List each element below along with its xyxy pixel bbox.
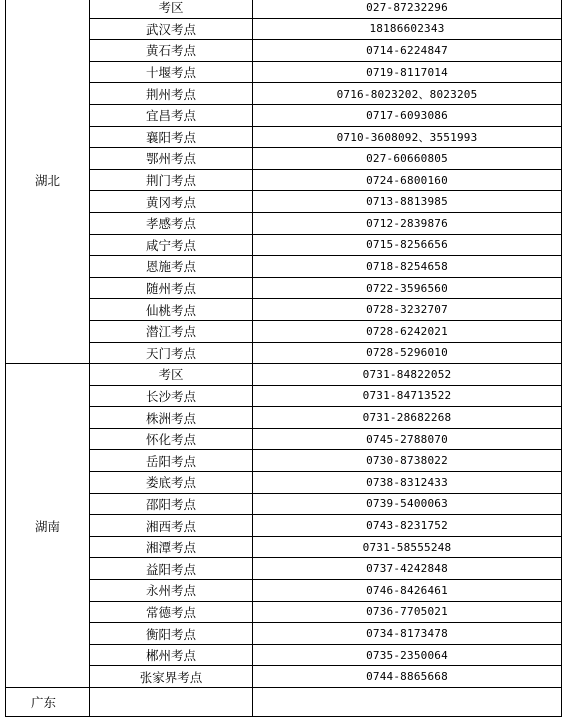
table-row bbox=[6, 61, 562, 83]
exam-site-cell: 恩施考点 bbox=[90, 256, 253, 278]
phone-cell: 0731-28682268 bbox=[253, 407, 562, 429]
exam-site-cell: 常德考点 bbox=[90, 601, 253, 623]
exam-site-cell: 武汉考点 bbox=[90, 18, 253, 40]
table-row bbox=[6, 234, 562, 256]
exam-site-cell: 仙桃考点 bbox=[90, 299, 253, 321]
exam-site-cell: 岳阳考点 bbox=[90, 450, 253, 472]
phone-cell: 0712-2839876 bbox=[253, 212, 562, 234]
exam-site-cell: 株洲考点 bbox=[90, 407, 253, 429]
table-row bbox=[6, 385, 562, 407]
exam-site-cell: 宜昌考点 bbox=[90, 104, 253, 126]
table-row bbox=[6, 666, 562, 688]
table-row bbox=[6, 191, 562, 213]
phone-cell: 0744-8865668 bbox=[253, 666, 562, 688]
phone-cell: 0730-8738022 bbox=[253, 450, 562, 472]
phone-cell: 0731-84713522 bbox=[253, 385, 562, 407]
phone-cell: 0743-8231752 bbox=[253, 515, 562, 537]
table-row bbox=[6, 299, 562, 321]
table-row bbox=[6, 0, 562, 18]
exam-site-cell: 黄石考点 bbox=[90, 40, 253, 62]
phone-cell: 0734-8173478 bbox=[253, 623, 562, 645]
table-row bbox=[6, 320, 562, 342]
phone-cell: 0716-8023202、8023205 bbox=[253, 83, 562, 105]
table-row bbox=[6, 148, 562, 170]
phone-cell: 0719-8117014 bbox=[253, 61, 562, 83]
table-row bbox=[6, 601, 562, 623]
phone-cell: 0728-3232707 bbox=[253, 299, 562, 321]
phone-cell: 0728-5296010 bbox=[253, 342, 562, 364]
table-row bbox=[6, 493, 562, 515]
phone-cell bbox=[253, 688, 562, 717]
exam-site-cell: 长沙考点 bbox=[90, 385, 253, 407]
table-body bbox=[6, 0, 562, 717]
phone-cell: 0745-2788070 bbox=[253, 428, 562, 450]
phone-cell: 0735-2350064 bbox=[253, 644, 562, 666]
table-row bbox=[6, 342, 562, 364]
table-row bbox=[6, 558, 562, 580]
table-row bbox=[6, 515, 562, 537]
phone-cell: 0722-3596560 bbox=[253, 277, 562, 299]
exam-site-cell: 怀化考点 bbox=[90, 428, 253, 450]
phone-cell: 0718-8254658 bbox=[253, 256, 562, 278]
exam-site-cell: 张家界考点 bbox=[90, 666, 253, 688]
table-row bbox=[6, 104, 562, 126]
phone-cell: 027-60660805 bbox=[253, 148, 562, 170]
phone-cell: 18186602343 bbox=[253, 18, 562, 40]
table-row bbox=[6, 169, 562, 191]
exam-site-cell: 十堰考点 bbox=[90, 61, 253, 83]
exam-site-cell: 湘潭考点 bbox=[90, 536, 253, 558]
exam-site-cell: 天门考点 bbox=[90, 342, 253, 364]
phone-cell: 0728-6242021 bbox=[253, 320, 562, 342]
phone-cell: 0724-6800160 bbox=[253, 169, 562, 191]
exam-site-cell: 考区 bbox=[90, 0, 253, 18]
phone-cell: 0710-3608092、3551993 bbox=[253, 126, 562, 148]
table-row bbox=[6, 40, 562, 62]
phone-cell: 0717-6093086 bbox=[253, 104, 562, 126]
exam-site-cell: 襄阳考点 bbox=[90, 126, 253, 148]
table-row bbox=[6, 472, 562, 494]
phone-cell: 0746-8426461 bbox=[253, 580, 562, 602]
table-row bbox=[6, 212, 562, 234]
phone-cell: 0739-5400063 bbox=[253, 493, 562, 515]
exam-site-cell: 郴州考点 bbox=[90, 644, 253, 666]
exam-site-cell: 湘西考点 bbox=[90, 515, 253, 537]
province-cell: 湖北 bbox=[6, 0, 90, 364]
phone-cell: 0737-4242848 bbox=[253, 558, 562, 580]
table-row bbox=[6, 644, 562, 666]
province-cell: 湖南 bbox=[6, 364, 90, 688]
table-row bbox=[6, 18, 562, 40]
exam-site-cell: 咸宁考点 bbox=[90, 234, 253, 256]
exam-site-cell: 益阳考点 bbox=[90, 558, 253, 580]
exam-site-cell: 荆门考点 bbox=[90, 169, 253, 191]
phone-cell: 0736-7705021 bbox=[253, 601, 562, 623]
exam-site-cell: 孝感考点 bbox=[90, 212, 253, 234]
table-row bbox=[6, 428, 562, 450]
exam-site-cell: 娄底考点 bbox=[90, 472, 253, 494]
table-row bbox=[6, 83, 562, 105]
exam-site-cell: 黄冈考点 bbox=[90, 191, 253, 213]
phone-cell: 0714-6224847 bbox=[253, 40, 562, 62]
table-row bbox=[6, 364, 562, 386]
table-row bbox=[6, 256, 562, 278]
table-row bbox=[6, 450, 562, 472]
exam-site-cell: 随州考点 bbox=[90, 277, 253, 299]
province-cell: 广东 bbox=[6, 688, 90, 717]
exam-site-cell: 衡阳考点 bbox=[90, 623, 253, 645]
table-row bbox=[6, 536, 562, 558]
phone-cell: 0713-8813985 bbox=[253, 191, 562, 213]
table-row bbox=[6, 277, 562, 299]
phone-cell: 0715-8256656 bbox=[253, 234, 562, 256]
exam-site-cell bbox=[90, 688, 253, 717]
exam-site-cell: 鄂州考点 bbox=[90, 148, 253, 170]
exam-site-cell: 永州考点 bbox=[90, 580, 253, 602]
table-row bbox=[6, 126, 562, 148]
phone-cell: 0731-58555248 bbox=[253, 536, 562, 558]
table-row bbox=[6, 688, 562, 717]
phone-cell: 0738-8312433 bbox=[253, 472, 562, 494]
exam-site-cell: 考区 bbox=[90, 364, 253, 386]
table-row bbox=[6, 407, 562, 429]
exam-site-cell: 荆州考点 bbox=[90, 83, 253, 105]
table-row bbox=[6, 623, 562, 645]
phone-cell: 0731-84822052 bbox=[253, 364, 562, 386]
phone-cell: 027-87232296 bbox=[253, 0, 562, 18]
exam-site-cell: 潜江考点 bbox=[90, 320, 253, 342]
exam-site-cell: 邵阳考点 bbox=[90, 493, 253, 515]
table-row bbox=[6, 580, 562, 602]
exam-site-contact-table bbox=[5, 0, 562, 717]
